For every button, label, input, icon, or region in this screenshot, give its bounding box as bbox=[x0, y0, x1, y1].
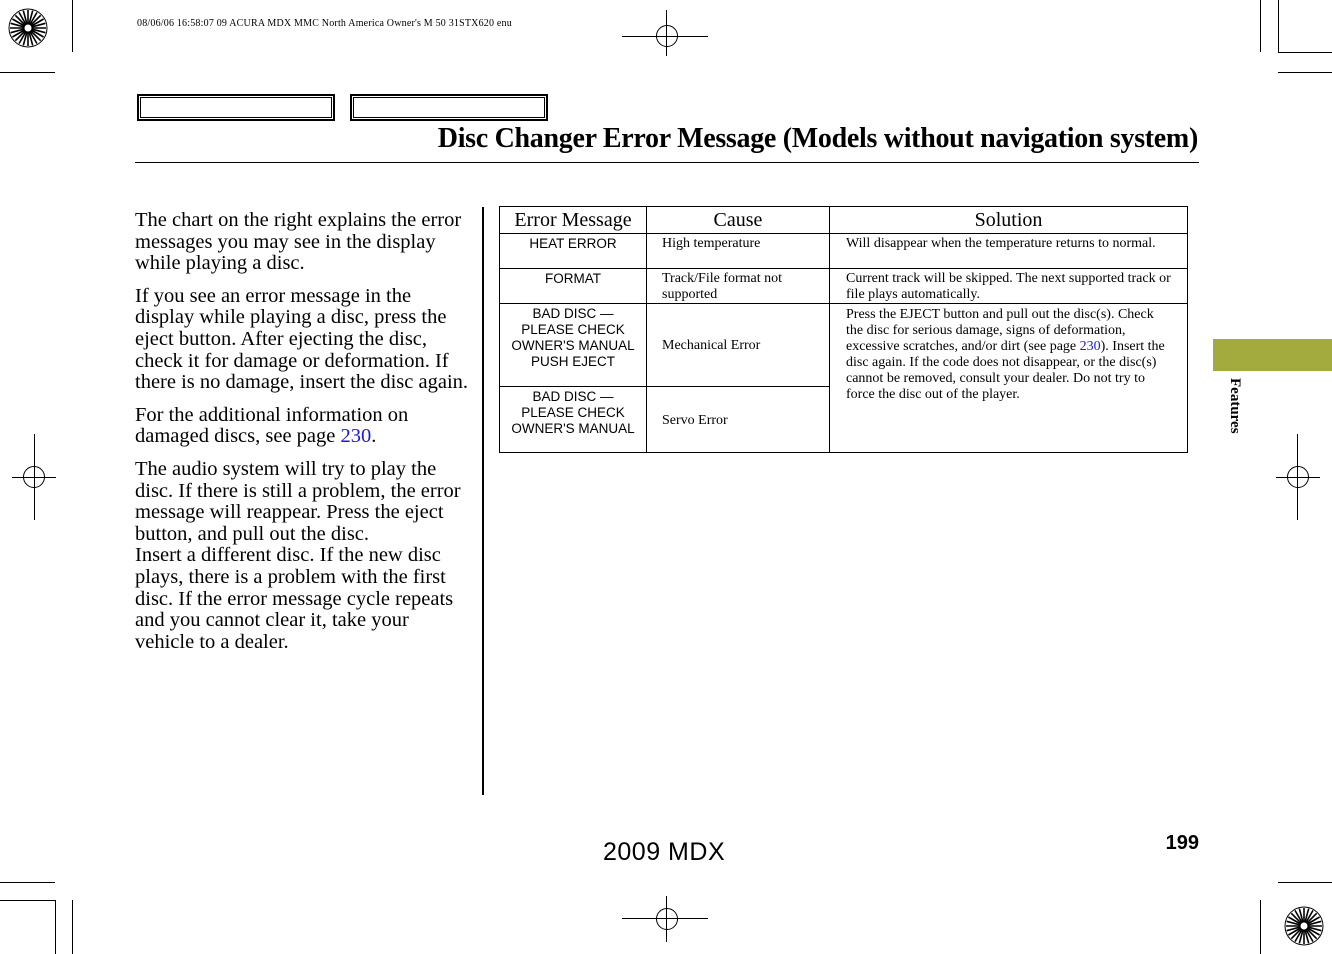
cause-cell: Mechanical Error bbox=[647, 304, 830, 387]
shared-solution-cell bbox=[830, 304, 1188, 453]
paragraph-damaged-discs-text: For the additional information on damaged discs, see page bbox=[135, 403, 409, 448]
model-name: 2009 MDX bbox=[603, 838, 726, 866]
section-side-tab[interactable] bbox=[1213, 339, 1332, 371]
section-label-features: Features bbox=[1227, 378, 1243, 434]
paragraph-retry: The audio system will try to play the disc. If there is still a problem, the error message will reappear. Press the eject button, and pull out the disc. bbox=[135, 457, 461, 545]
error-message-cell: BAD DISC — PLEASE CHECK OWNER'S MANUAL bbox=[500, 387, 647, 453]
shared-solution-text-end: ). Insert the disc again. If the code does not disappear, or the disc(s) cannot be removed, consult your dealer. Do not try to force the disc out of the player. bbox=[846, 339, 1165, 402]
header-solution: Solution bbox=[830, 207, 1188, 234]
paragraph-dealer: Insert a different disc. If the new disc plays, there is a problem with the first disc. If the error message cycle repeats and you cannot clear it, take your vehicle to a dealer. bbox=[135, 544, 454, 653]
shared-solution-text: Press the EJECT button and pull out the disc(s). Check the disc for serious damage, signs of deformation, excessive scratches, and/or dirt (see page bbox=[846, 307, 1154, 354]
table-row bbox=[500, 304, 1188, 387]
page-reference-link[interactable]: 230 bbox=[340, 425, 372, 448]
print-job-info: 08/06/06 16:58:07 09 ACURA MDX MMC North America Owner's M 50 31STX620 enu bbox=[137, 18, 512, 29]
table-header-row bbox=[500, 207, 1188, 234]
starburst-mark-top-left-icon bbox=[8, 8, 48, 48]
solution-cell: Current track will be skipped. The next supported track or file plays automatically. bbox=[830, 269, 1188, 304]
body-text bbox=[135, 210, 470, 664]
page-reference-link[interactable]: 230 bbox=[1079, 339, 1101, 354]
error-message-cell: FORMAT bbox=[500, 269, 647, 304]
section-tab-box-1 bbox=[137, 94, 335, 121]
error-message-cell: HEAT ERROR bbox=[500, 234, 647, 269]
cause-cell: High temperature bbox=[647, 234, 830, 269]
paragraph-eject: If you see an error message in the display while playing a disc, press the eject button. After ejecting the disc, check it for damage or deformation. If there is no damage, insert the disc again. bbox=[135, 284, 469, 394]
paragraph-intro: The chart on the right explains the error messages you may see in the display while playing a disc. bbox=[135, 209, 462, 275]
header-cause: Cause bbox=[647, 207, 830, 234]
table-row bbox=[500, 234, 1188, 269]
title-divider bbox=[135, 162, 1199, 163]
header-error-message: Error Message bbox=[500, 207, 647, 234]
paragraph-damaged-discs bbox=[135, 405, 470, 448]
starburst-mark-bottom-right-icon bbox=[1284, 906, 1324, 946]
column-divider bbox=[482, 207, 484, 795]
cause-cell: Track/File format not supported bbox=[647, 269, 830, 304]
solution-cell: Will disappear when the temperature returns to normal. bbox=[830, 234, 1188, 269]
page-number: 199 bbox=[1165, 832, 1199, 854]
error-message-table bbox=[499, 206, 1188, 453]
paragraph-damaged-discs-end: . bbox=[371, 425, 377, 448]
cause-cell: Servo Error bbox=[647, 387, 830, 453]
error-message-cell: BAD DISC — PLEASE CHECK OWNER'S MANUAL PUSH EJECT bbox=[500, 304, 647, 387]
page-title: Disc Changer Error Message (Models without navigation system) bbox=[437, 123, 1198, 154]
table-row bbox=[500, 269, 1188, 304]
section-tab-box-2 bbox=[350, 94, 548, 121]
